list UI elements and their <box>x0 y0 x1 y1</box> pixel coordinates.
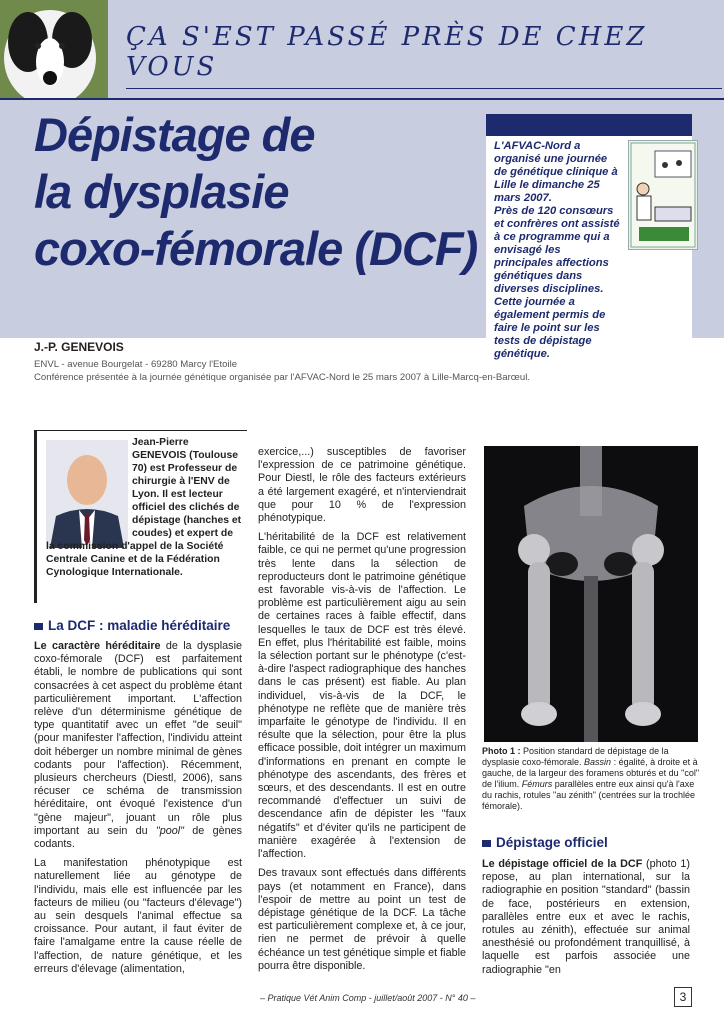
paragraph-text: de gènes codants. <box>34 824 242 851</box>
article-title <box>34 106 482 277</box>
paragraph-text: (photo 1) repose, au plan international, sur la radiographie en position "standard" (bassin de face, postérieurs en extension, parallèles entre eux et avec le rachis, rotules au zénith), effectuée sur animal anesthésié ou profondément tranquillisé, à laquelle est parfois associée une radiographie "en <box>482 858 690 976</box>
paragraph: L'héritabilité de la DCF est relativement faible, ce qui ne permet qu'une progression très lente dans la sélection de reproducteurs dont le patrimoine génétique est favorable vis-à-vis de l'affection. Le problème est particulièrement aigu au sein de certaines races à faible effectif, dans lesquelles le taux de DCF est très élevé. En effet, plus l'héritabilité est faible, moins la sélection portant sur le phénotype (c'est-à-dire l'aspect radiographique des hanches dans le cas présent) est fiable. Au plan individuel, vis-à-vis de la DCF, le phénotype ne reflète que de manière très imparfaite le génotype de l'individu. Il en résulte que la sélection, pour être la plus efficace possible, doit intégrer un maximum d'informations en prenant en compte le phénotype des ascendants, des frères et sœurs, et des descendants. Il est en outre recommandé d'effectuer un suivi de descendance afin de dépister les "faux négatifs" et d'éviter qu'ils ne participent de manière exagérée à l'extension de l'affection. <box>258 531 466 861</box>
bio-lead: Jean-Pierre GENEVOIS (Toulouse 70) est Professeur de chirurgie à l'ENV de Lyon. Il est lecteur officiel des clichés de dépistage (hanches et coudes) et expert de <box>132 437 242 539</box>
section-heading-text: La DCF : maladie héréditaire <box>48 618 231 633</box>
column-1 <box>34 640 242 982</box>
caption-italic: Bassin <box>584 757 612 767</box>
sidebar-paragraph: Près de 120 consœurs et confrères ont assisté à ce programme qui a envisagé les principales affections génétiques dans diverses disciplines. Cette journée a également permis de faire le point sur les tests de dépistage génétique. <box>494 205 620 360</box>
bold-lead: Le caractère héréditaire <box>34 640 161 652</box>
section-heading-depistage <box>482 835 608 850</box>
paragraph <box>34 640 242 851</box>
column-2 <box>258 446 466 979</box>
caption-text: Position standard de dépistage de la dysplasie coxo-fémorale. <box>482 746 669 767</box>
bold-lead: Le dépistage officiel de la DCF <box>482 858 643 870</box>
sidebar-box-bar <box>486 114 692 136</box>
section-heading-dcf <box>34 618 230 633</box>
conference-line: Conférence présentée à la journée génétique organisée par l'AFVAC-Nord le 25 mars 2007 à Lille-Marcq-en-Barœul. <box>34 372 530 383</box>
column-3 <box>482 858 690 983</box>
photo-caption <box>482 746 700 812</box>
caption-italic: Fémurs <box>521 779 553 789</box>
dog-photo <box>0 0 108 100</box>
author-name: J.-P. GENEVOIS <box>34 340 124 354</box>
bio-rest: la commission d'appel de la Société Centrale Canine et de la Fédération Cynologique Internationale. <box>46 541 224 578</box>
paragraph: La manifestation phénotypique est naturellement liée au génotype de l'individu, mais elle est influencée par les facteurs de milieu (ou "facteurs d'élevage") au sein desquels l'animal effectue sa croissance. Pour autant, il faut éviter de faire l'amalgame entre la cause réelle de l'affection, de nature génétique, et les erreurs d'élevage (alimentation, <box>34 857 242 975</box>
paragraph-text: de la dysplasie coxo-fémorale (DCF) est parfaitement établi, le nombre de publications qui sont consacrées à cet aspect du problème étant particulièrement important. L'affection relève d'un déterminisme génétique de type quantitatif avec un effet "de seuil" (pour manifester l'affection, l'individu atteint doit héberger un nombre minimal de gènes codants pour l'affection). Récemment, plusieurs chercheurs (Diestl, 2006), sans récuser ce schéma de transmission héréditaire, ont évoqué l'existence d'un "gène majeur", jouant un rôle plus important au sein du <box>34 640 242 837</box>
page-number: 3 <box>674 987 692 1007</box>
series-title <box>126 22 722 89</box>
title-line: coxo-fémorale (DCF) <box>34 222 478 275</box>
paragraph: exercice,...) susceptibles de favoriser l'expression de ce patrimoine génétique. Pour Diestl, le rôle des facteurs extérieurs a été largement exagéré, et n'interviendrait que pour 10 % de l'expression phénotypique. <box>258 446 466 525</box>
caption-text: parallèles entre eux ainsi qu'à l'axe du rachis, rotules "au zénith" (centrées sur la trochlée fémorale). <box>482 779 695 811</box>
paragraph: Des travaux sont effectués dans différents pays (et notamment en France), dans l'espoir de mettre au point un test de dépistage génétique de la DCF. La tâche est particulièrement complexe et, à ce jour, rien ne permet de prévoir à quelle échéance un test génétique simple et fiable pourra être disponible. <box>258 867 466 972</box>
series-title-text: ÇA S'EST PASSÉ PRÈS DE CHEZ VOUS <box>126 22 648 82</box>
caption-label: Photo 1 : <box>482 746 521 756</box>
square-bullet-icon <box>34 623 43 630</box>
header-rule <box>0 98 724 100</box>
paragraph <box>482 858 690 977</box>
sidebar-box-text <box>494 140 684 361</box>
section-heading-text: Dépistage officiel <box>496 835 608 850</box>
author-affiliation <box>34 358 694 384</box>
caption-text: : égalité, à droite et à gauche, de la largeur des foramens obturés et du "col" de l'ilium. <box>482 757 700 789</box>
bio-text <box>46 436 242 579</box>
italic-term: "pool" <box>155 824 185 837</box>
footer-citation: – Pratique Vét Anim Comp - juillet/août 2007 - N° 40 – <box>260 993 476 1003</box>
title-line: la dysplasie <box>34 165 289 218</box>
xray-photo <box>484 446 698 742</box>
sidebar-paragraph: L'AFVAC-Nord a organisé une journée de génétique clinique à Lille le dimanche 25 mars 2007. <box>494 140 618 204</box>
square-bullet-icon <box>482 840 491 847</box>
title-line: Dépistage de <box>34 108 315 161</box>
affiliation-line: ENVL - avenue Bourgelat - 69280 Marcy l'Etoile <box>34 359 238 370</box>
